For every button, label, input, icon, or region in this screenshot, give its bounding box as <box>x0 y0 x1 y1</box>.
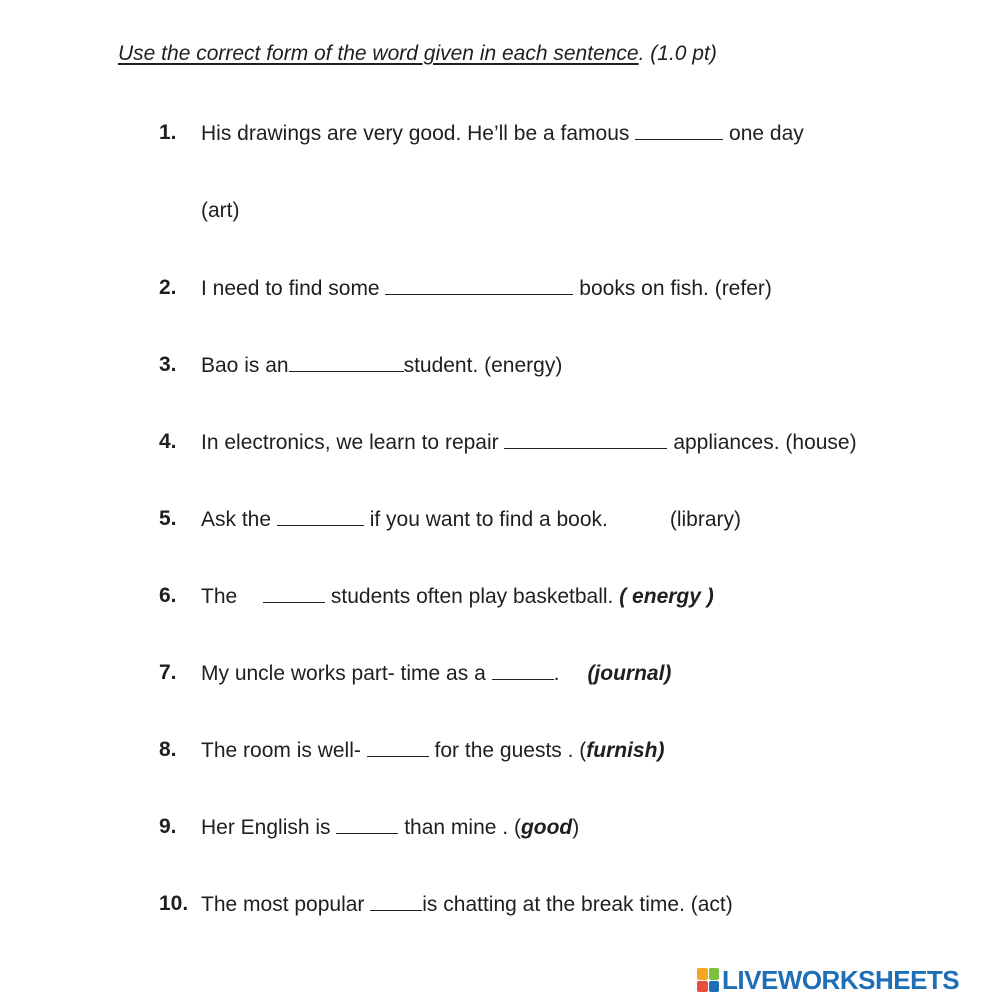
answer-blank[interactable] <box>367 738 429 757</box>
question-text-after: appliances. (house) <box>667 431 857 454</box>
question-text-after: is chatting at the break time. (act) <box>422 893 733 916</box>
question-text-after: than mine . ( <box>398 816 521 839</box>
liveworksheets-logo-icon <box>697 968 719 992</box>
question-text-before: The room is well- <box>201 739 367 762</box>
question-text <box>201 661 671 686</box>
question-text <box>201 121 804 146</box>
question-10 <box>0 892 1000 924</box>
question-number: 3. <box>159 353 177 376</box>
question-number: 8. <box>159 738 177 761</box>
question-text <box>201 507 741 532</box>
question-4 <box>0 430 1000 462</box>
question-hint: (library) <box>669 508 742 531</box>
answer-blank[interactable] <box>385 276 573 295</box>
answer-blank[interactable] <box>370 892 422 911</box>
question-text <box>201 353 562 378</box>
question-number: 10. <box>159 892 189 915</box>
liveworksheets-logo <box>697 965 959 995</box>
question-hint: good <box>520 816 573 839</box>
question-hint: furnish) <box>586 739 665 762</box>
question-text <box>201 815 579 840</box>
question-number: 1. <box>159 121 177 144</box>
question-hint: (journal) <box>587 662 672 685</box>
instruction-text: Use the correct form of the word given in each sentence <box>118 42 639 65</box>
answer-blank[interactable] <box>504 430 667 449</box>
question-number: 6. <box>159 584 177 607</box>
question-9 <box>0 815 1000 847</box>
question-text-after: student. (energy) <box>403 354 563 377</box>
question-text-before: In electronics, we learn to repair <box>201 431 505 454</box>
question-7 <box>0 661 1000 693</box>
question-text <box>201 430 857 455</box>
question-8 <box>0 738 1000 770</box>
question-6 <box>0 584 1000 616</box>
question-text-before: The <box>201 585 244 608</box>
brand-name: LIVEWORKSHEETS <box>722 964 960 995</box>
question-text-before: I need to find some <box>201 277 386 300</box>
answer-blank[interactable] <box>336 815 398 834</box>
question-text <box>201 276 772 301</box>
answer-blank[interactable] <box>263 584 325 603</box>
question-number: 7. <box>159 661 177 684</box>
question-5 <box>0 507 1000 539</box>
question-text-before: Bao is an <box>201 354 289 377</box>
question-hint: ( energy ) <box>619 585 714 608</box>
question-text-before: Ask the <box>201 508 277 531</box>
question-1-hint: (art) <box>201 199 240 222</box>
question-2 <box>0 276 1000 308</box>
question-number: 4. <box>159 430 177 453</box>
question-3 <box>0 353 1000 385</box>
question-text-end: ) <box>572 816 580 839</box>
question-text-after: . <box>553 662 560 685</box>
question-text-before: My uncle works part- time as a <box>201 662 492 685</box>
question-text <box>201 892 733 917</box>
question-text-before: The most popular <box>201 893 371 916</box>
question-text-before: His drawings are very good. He’ll be a famous <box>201 122 636 145</box>
question-text-after: books on fish. (refer) <box>573 277 772 300</box>
answer-blank[interactable] <box>492 661 554 680</box>
question-text-after: students often play basketball. <box>330 585 614 608</box>
question-text <box>201 584 714 609</box>
instruction-points: . (1.0 pt) <box>638 42 717 65</box>
question-text-before: Her English is <box>201 816 337 839</box>
answer-blank[interactable] <box>635 121 723 140</box>
question-text-after: one day <box>723 122 804 145</box>
question-text-after: if you want to find a book. <box>363 508 608 531</box>
question-1 <box>0 121 1000 153</box>
answer-blank[interactable] <box>289 353 404 372</box>
question-number: 9. <box>159 815 177 838</box>
answer-blank[interactable] <box>277 507 364 526</box>
instruction-heading <box>118 42 717 66</box>
question-number: 5. <box>159 507 177 530</box>
question-number: 2. <box>159 276 177 299</box>
question-text <box>201 738 664 763</box>
question-text-after: for the guests . ( <box>428 739 587 762</box>
